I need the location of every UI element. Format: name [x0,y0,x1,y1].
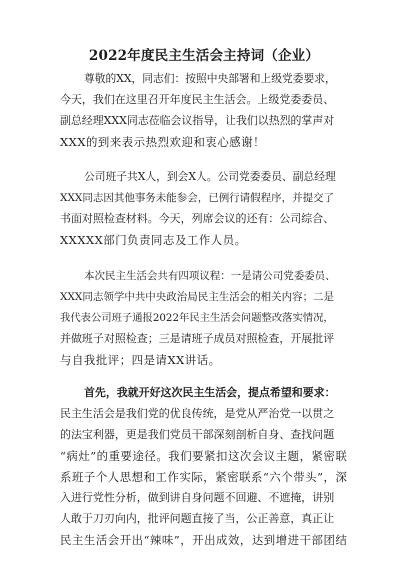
paragraph-line: 公司班子共X人，到会X人。公司党委委员、副总经理 [84,170,336,183]
paragraph-line: 今天，我们在这里召开年度民主生活会。上级党委委员、 [60,93,335,106]
paragraph-line: 本次民主生活会共有四项议程：一是请公司党委委员、 [84,270,336,282]
paragraph-line: XXX同志领学中共中央政治局民主生活会的相关内容；二是 [60,291,335,303]
paragraph-line: 我代表公司班子通报2022年民主生活会问题整改落实情况， [60,312,334,324]
paragraph-line: 的法宝利器，更是我们党员干部深刻剖析自身、查找问题 [60,428,335,441]
paragraph-line: 书面对照检查材料。今天，列席会议的还有：公司综合、 [60,212,335,225]
paragraph-line: 入进行党性分析，做到讲自身问题不回避、不遮掩，讲别 [60,491,335,504]
paragraph-line: XXX的到来表示热烈欢迎和衷心感谢！ [60,135,266,149]
section-heading: 首先，我就开好这次民主生活会，提点希望和要求： [84,386,336,399]
document-title: 2022年度民主生活会主持词（企业） [88,48,320,64]
paragraph-line: 人敢于刀刃向内，批评问题直接了当，公正善意，真正让 [60,512,335,525]
paragraph-line: 民主生活会是我们党的优良传统，是党从严治党一以贯之 [60,407,335,420]
paragraph-line: 并做班子对照检查；三是请班子成员对照检查，开展批评 [60,332,335,345]
paragraph-line: “病灶”的重要途径。我们要紧扣这次会议主题，紧密联 [60,449,348,463]
paragraph-line: 系班子个人思想和工作实际，紧密联系“六个带头”，深 [60,470,348,484]
paragraph-line: 副总经理XXX同志莅临会议指导，让我们以热烈的掌声对 [60,114,335,127]
paragraph-line: 与自我批评；四是请XX讲话。 [60,353,221,367]
paragraph-line: 民主生活会开出“辣味”，开出成效，达到增进干部团结 [60,533,348,547]
paragraph-line: XXX同志因其他事务未能参会，已例行请假程序，并提交了 [60,192,335,204]
paragraph-line: XXXXX部门负责同志及工作人员。 [60,233,247,247]
paragraph-line: 尊敬的XX，同志们：按照中央部署和上级党委要求， [84,72,336,85]
